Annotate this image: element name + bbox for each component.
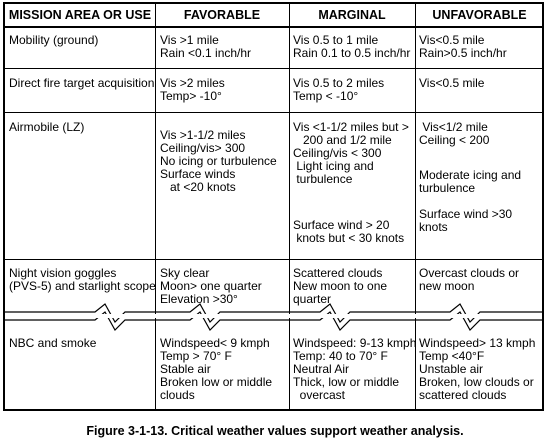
row-target-acquisition-use: Direct fire target acquisition — [9, 76, 155, 90]
row-night-vision-marginal: Scattered clouds New moon to one quarter — [293, 266, 388, 306]
row-nbc-smoke-favorable: Windspeed< 9 kmph Temp > 70° F Stable air Broken low or middle clouds — [160, 336, 273, 402]
row-airmobile-use: Airmobile (LZ) — [9, 120, 85, 134]
row-nbc-smoke-use: NBC and smoke — [9, 336, 97, 350]
header-marginal: MARGINAL — [318, 8, 386, 22]
row-airmobile-marginal-bottom: Surface wind > 20 knots but < 30 knots — [293, 218, 405, 245]
row-mobility-use: Mobility (ground) — [9, 33, 99, 47]
row-mobility-favorable: Vis >1 mile Rain <0.1 inch/hr — [160, 33, 252, 60]
header-mission-area: MISSION AREA OR USE — [8, 8, 152, 22]
row-mobility-marginal: Vis 0.5 to 1 mile Rain 0.1 to 0.5 inch/hr — [293, 33, 411, 60]
row-target-acquisition-marginal: Vis 0.5 to 2 miles Temp < -10° — [293, 76, 385, 103]
row-airmobile-unfavorable-top: Vis<1/2 mile Ceiling < 200 — [419, 120, 490, 147]
row-night-vision-use: Night vision goggles (PVS-5) and starlight scope — [9, 266, 156, 293]
row-target-acquisition-favorable: Vis >2 miles Temp> -10° — [160, 76, 225, 103]
header-unfavorable: UNFAVORABLE — [432, 8, 527, 22]
row-night-vision-favorable: Sky clear Moon> one quarter Elevation >30° — [160, 266, 262, 306]
row-target-acquisition-unfavorable: Vis<0.5 mile — [419, 76, 485, 90]
row-airmobile-unfavorable-mid: Moderate icing and turbulence — [419, 168, 522, 195]
row-mobility-unfavorable: Vis<0.5 mile Rain>0.5 inch/hr — [419, 33, 507, 60]
row-airmobile-unfavorable-bottom: Surface wind >30 knots — [419, 207, 513, 234]
header-favorable: FAVORABLE — [183, 8, 261, 22]
row-airmobile-marginal-top: Vis <1-1/2 miles but > 200 and 1/2 mile Ceiling/vis < 300 Light icing and turbulence — [293, 120, 409, 186]
row-night-vision-unfavorable: Overcast clouds or new moon — [419, 266, 520, 293]
row-airmobile-favorable: Vis >1-1/2 miles Ceiling/vis> 300 No icing or turbulence Surface winds at <20 knots — [160, 128, 277, 194]
row-nbc-smoke-unfavorable: Windspeed> 13 kmph Temp <40°F Unstable air Broken, low clouds or scattered clouds — [419, 336, 536, 402]
row-nbc-smoke-marginal: Windspeed: 9-13 kmph Temp: 40 to 70° F Neutral Air Thick, low or middle overcast — [293, 336, 417, 402]
weather-values-table — [3, 2, 544, 411]
figure-caption: Figure 3-1-13. Critical weather values support weather analysis. — [86, 424, 464, 438]
